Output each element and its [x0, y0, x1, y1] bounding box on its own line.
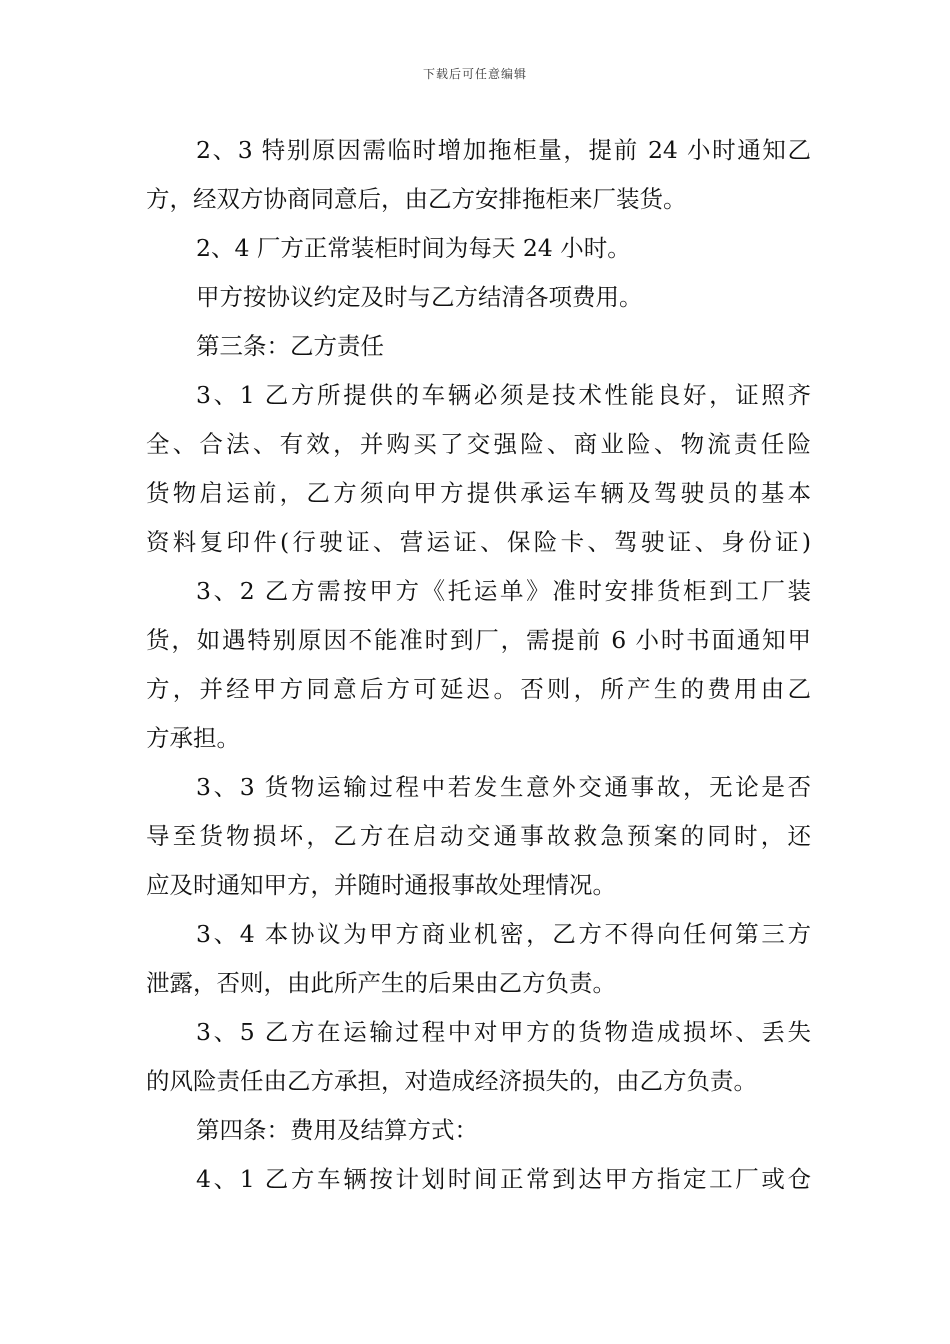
paragraph-3-2-line-2: 货，如遇特别原因不能准时到厂，需提前 6 小时书面通知甲	[146, 626, 811, 654]
paragraph-2-3-line-1: 2、3 特别原因需临时增加拖柜量，提前 24 小时通知乙	[196, 136, 811, 164]
paragraph-3-3-line-3: 应及时通知甲方，并随时通报事故处理情况。	[146, 871, 616, 899]
paragraph-2-3-line-2: 方，经双方协商同意后，由乙方安排拖柜来厂装货。	[146, 185, 687, 213]
paragraph-3-3-line-1: 3、3 货物运输过程中若发生意外交通事故，无论是否	[196, 773, 811, 801]
paragraph-3-2-line-3: 方，并经甲方同意后方可延迟。否则，所产生的费用由乙	[146, 675, 811, 703]
paragraph-2-4: 2、4 厂方正常装柜时间为每天 24 小时。	[196, 234, 631, 262]
document-body	[146, 126, 811, 1204]
paragraph-3-4-line-1: 3、4 本协议为甲方商业机密，乙方不得向任何第三方	[196, 920, 811, 948]
paragraph-3-4-line-2: 泄露，否则，由此所产生的后果由乙方负责。	[146, 969, 616, 997]
section-heading-article-4: 第四条：费用及结算方式：	[196, 1116, 478, 1144]
paragraph-3-1-line-3: 货物启运前，乙方须向甲方提供承运车辆及驾驶员的基本	[146, 479, 811, 507]
paragraph-3-5-line-2: 的风险责任由乙方承担，对造成经济损失的，由乙方负责。	[146, 1067, 757, 1095]
paragraph-settlement: 甲方按协议约定及时与乙方结清各项费用。	[196, 283, 643, 311]
paragraph-4-1-line-1: 4、1 乙方车辆按计划时间正常到达甲方指定工厂或仓	[196, 1165, 811, 1193]
paragraph-3-2-line-1: 3、2 乙方需按甲方《托运单》准时安排货柜到工厂装	[196, 577, 811, 605]
paragraph-3-1-line-4: 资料复印件(行驶证、营运证、保险卡、驾驶证、身份证)	[146, 528, 811, 556]
section-heading-article-3: 第三条：乙方责任	[196, 332, 384, 360]
paragraph-3-1-line-1: 3、1 乙方所提供的车辆必须是技术性能良好，证照齐	[196, 381, 811, 409]
paragraph-3-2-line-4: 方承担。	[146, 724, 240, 752]
paragraph-3-5-line-1: 3、5 乙方在运输过程中对甲方的货物造成损坏、丢失	[196, 1018, 811, 1046]
page-header-note: 下载后可任意编辑	[422, 67, 527, 81]
paragraph-3-3-line-2: 导至货物损坏，乙方在启动交通事故救急预案的同时，还	[146, 822, 811, 850]
paragraph-3-1-line-2: 全、合法、有效，并购买了交强险、商业险、物流责任险	[146, 430, 811, 458]
